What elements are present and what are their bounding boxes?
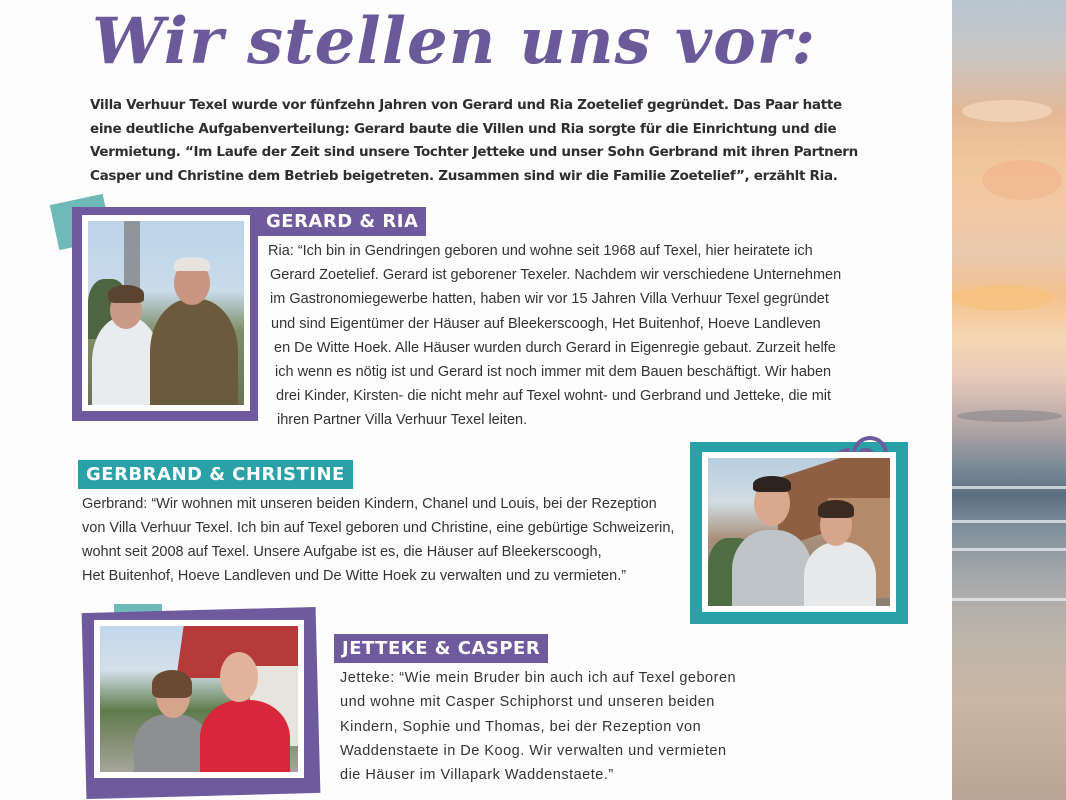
section-text-gerbrand-christine [82,492,674,588]
intro-paragraph [90,94,858,188]
section-label-jetteke-casper: JETTEKE & CASPER [334,634,548,663]
couple-photo [702,452,896,612]
couple-photo [82,215,250,411]
text-line: ihren Partner Villa Verhuur Texel leiten. [277,412,528,429]
text-line: die Häuser im Villapark Waddenstaete.” [340,767,614,784]
photo-gerbrand-christine [686,428,912,628]
section-label-gerbrand-christine: GERBRAND & CHRISTINE [78,460,353,489]
text-line: Jetteke: “Wie mein Bruder bin auch ich auf Texel geboren [340,670,737,686]
intro-line: eine deutliche Aufgabenverteilung: Gerard baute die Villen und Ria sorgte für die Einrichtung und die [90,120,837,137]
text-line: und sind Eigentümer der Häuser auf Bleekerscoogh, Het Buitenhof, Hoeve Landleven [271,315,821,332]
intro-line: Villa Verhuur Texel wurde vor fünfzehn Jahren von Gerard und Ria Zoetelief gegründet. Das Paar hatte [90,97,842,113]
text-line: drei Kinder, Kirsten- die nicht mehr auf Texel wohnt- und Gerbrand und Jetteke, die mit [276,388,832,405]
text-line: Ria: “Ich bin in Gendringen geboren und wohne seit 1968 auf Texel, hier heiratete ich [268,243,813,259]
photo-jetteke-casper [84,600,320,800]
text-line: im Gastronomiegewerbe hatten, haben wir vor 15 Jahren Villa Verhuur Texel gegründet [270,291,829,308]
couple-photo [94,620,304,778]
text-line: Gerbrand: “Wir wohnen mit unseren beiden Kindern, Chanel und Louis, bei der Rezeption [82,496,657,512]
text-line: Het Buitenhof, Hoeve Landleven und De Witte Hoek zu verwalten und zu vermieten.” [82,568,627,584]
section-text-jetteke-casper [340,666,736,787]
photo-gerard-ria [52,195,262,425]
text-line: en De Witte Hoek. Alle Häuser wurden durch Gerard in Eigenregie gebaut. Zurzeit helfe [274,339,836,356]
text-line: Waddenstaete in De Koog. Wir verwalten und vermieten [340,742,727,759]
text-line: Gerard Zoetelief. Gerard ist geborener Texeler. Nachdem wir verschiedene Unternehmen [270,267,842,284]
text-line: Kindern, Sophie und Thomas, bei der Rezeption von [340,718,702,735]
section-text-gerard-ria [262,239,841,433]
intro-line: Casper und Christine dem Betrieb beigetreten. Zusammen sind wir die Familie Zoetelief”, erzählt Ria. [90,167,838,184]
text-line: von Villa Verhuur Texel. Ich bin auf Texel geboren und Christine, eine gebürtige Schweizerin, [82,520,675,536]
text-line: ich wenn es nötig ist und Gerard ist noch immer mit dem Bauen beschäftigt. Wir haben [275,364,832,381]
section-label-gerard-ria: GERARD & RIA [258,207,426,236]
beach-sunset-photo [952,0,1066,800]
intro-line: Vermietung. “Im Laufe der Zeit sind unsere Tochter Jetteke und unser Sohn Gerbrand mit ihren Partnern [90,144,858,160]
text-line: und wohne mit Casper Schiphorst und unseren beiden [340,694,715,711]
text-line: wohnt seit 2008 auf Texel. Unsere Aufgabe ist es, die Häuser auf Bleekerscoogh, [82,544,602,560]
page-title: Wir stellen uns vor: [92,4,817,79]
